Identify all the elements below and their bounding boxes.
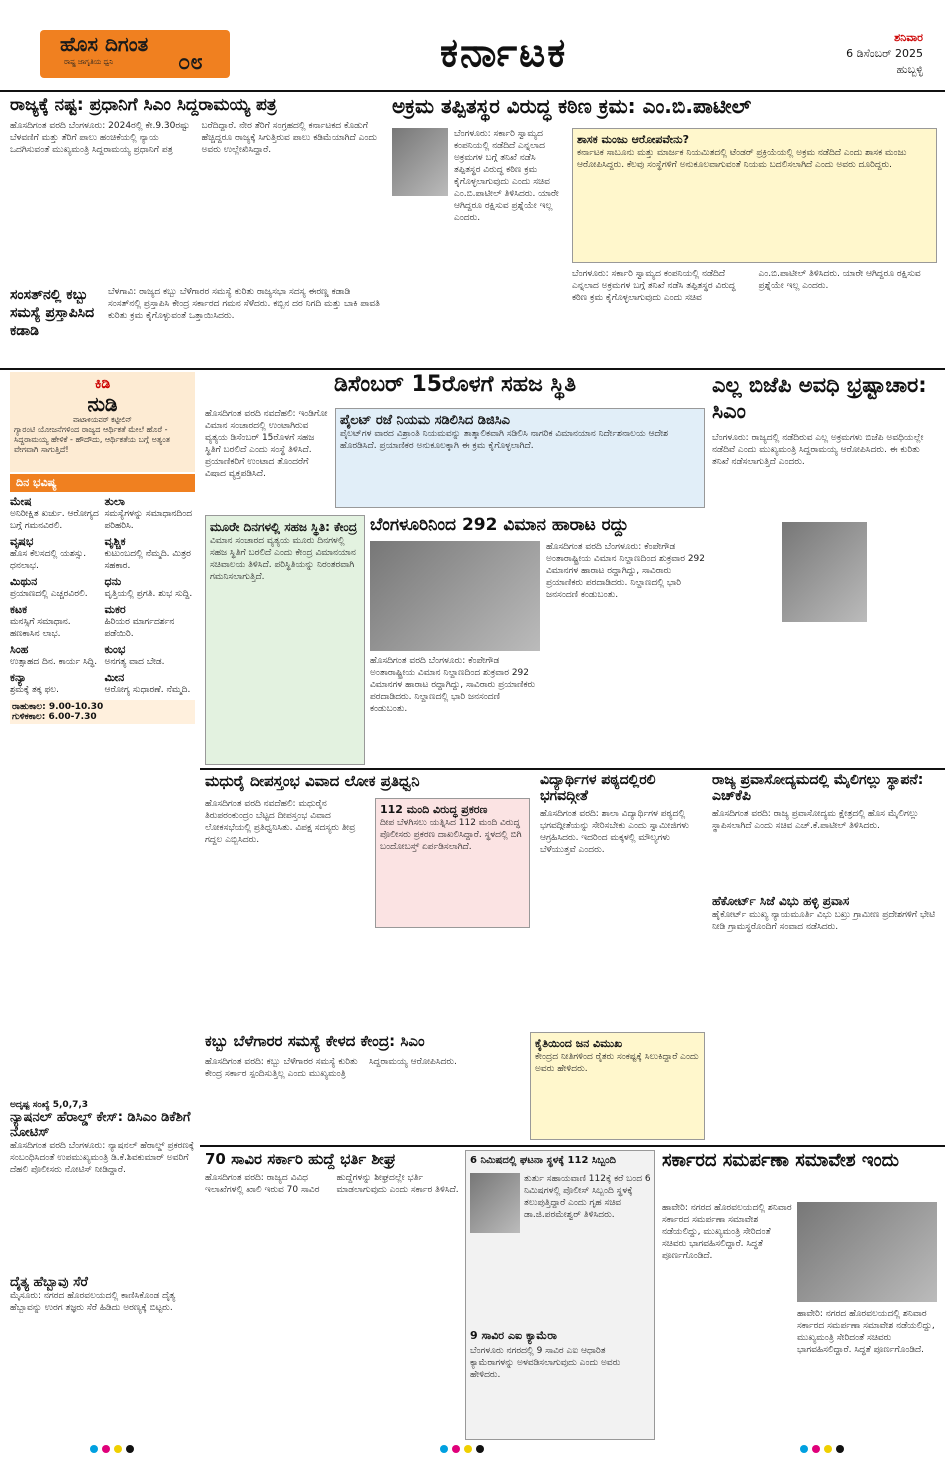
zodiac-text: ಹಿರಿಯರ ಮಾರ್ಗದರ್ಶನ ಪಡೆಯಿರಿ. [104,617,175,639]
divider [200,768,945,770]
body: ಹೊಸದಿಗಂತ ವರದಿ ನವದೆಹಲಿ: ಮಧುರೈನ ತಿರುಪರಂಕುಂದ್ರಂ ಬೆಟ್ಟದ ದೀಪಸ್ತಂಭ ವಿವಾದ ಲೋಕಸಭೆಯಲ್ಲಿ ಪ್ರತಿಧ್ವನಿಸಿತು. ವಿಪಕ್ಷ ಸದಸ್ಯರು ತೀವ್ರ ಗದ್ದಲ ಎಬ್ಬಿಸಿದರು. [205,799,356,845]
article-a1 [10,94,385,284]
zodiac-text: ಪ್ರಯಾಣದಲ್ಲಿ ಎಚ್ಚರವಿರಲಿ. [10,589,88,599]
zodiac-text: ಮನಸ್ಸಿಗೆ ಸಮಾಧಾನ. ಹಣಕಾಸಿನ ಲಾಭ. [10,617,71,639]
article-a7 [205,772,530,1030]
section-title: ಕರ್ನಾಟಕ [440,30,568,76]
headline: ಡಿಸೆಂಬರ್ 15ರೊಳಗೆ ಸಹಜ ಸ್ಥಿತಿ [334,372,576,397]
body: ಹೊಸದಿಗಂತ ವರದಿ: ರಾಜ್ಯದ ವಿವಿಧ ಇಲಾಖೆಗಳಲ್ಲಿ ಖಾಲಿ ಇರುವ 70 ಸಾವಿರ ಹುದ್ದೆಗಳನ್ನು ಶೀಘ್ರದಲ್ಲೇ ಭರ್ತಿ ಮಾಡಲಾಗುವುದು ಎಂದು ಸರ್ಕಾರ ತಿಳಿಸಿದೆ. [205,1173,459,1195]
article-a11 [10,1100,195,1270]
body: ಹೊಸದಿಗಂತ ವರದಿ ಬೆಂಗಳೂರು: ಕೆಂಪೇಗೌಡ ಅಂತಾರಾಷ್ಟ್ರೀಯ ವಿಮಾನ ನಿಲ್ದಾಣದಿಂದ ಶುಕ್ರವಾರ 292 ವಿಮಾನಗಳ ಹಾರಾಟ ರದ್ದಾಗಿದ್ದು, ಸಾವಿರಾರು ಪ್ರಯಾಣಿಕರು ಪರದಾಡಿದರು. ನಿಲ್ದಾಣದಲ್ಲಿ ಭಾರಿ ಜನಸಂದಣಿ ಕಂಡುಬಂತು. [546,542,705,600]
article-a12 [10,1275,195,1440]
divider [0,368,945,370]
box-body: ಪೈಲಟ್‌ಗಳ ವಾರದ ವಿಶ್ರಾಂತಿ ನಿಯಮವನ್ನು ತಾತ್ಕಾಲಿಕವಾಗಿ ಸಡಿಲಿಸಿ ನಾಗರಿಕ ವಿಮಾನಯಾನ ನಿರ್ದೇಶನಾಲಯ ಆದೇಶ ಹೊರಡಿಸಿದೆ. ಪ್ರಯಾಣಿಕರ ಅನುಕೂಲಕ್ಕಾಗಿ ಈ ಕ್ರಮ ಕೈಗೊಳ್ಳಲಾಗಿದೆ. [340,429,669,451]
zodiac-text: ಅನಗತ್ಯ ವಾದ ಬೇಡ. [104,657,165,667]
masthead [0,0,945,92]
a4-box [335,408,705,508]
zodiac-name: ಕುಂಭ [104,643,126,656]
zodiac-item [10,644,101,668]
headline: ನ್ಯಾಷನಲ್ ಹೆರಾಲ್ಡ್ ಕೇಸ್: ಡಿಸಿಎಂ ಡಿಕೆಶಿಗೆ ನೋಟಿಸ್ [10,1110,191,1140]
sidebar-box [572,128,937,263]
body: ಮೈಸೂರು: ನಗರದ ಹೊರವಲಯದಲ್ಲಿ ಕಾಣಿಸಿಕೊಂಡ ದೈತ್ಯ ಹೆಬ್ಬಾವನ್ನು ಉರಗ ತಜ್ಞರು ಸೆರೆ ಹಿಡಿದು ಅರಣ್ಯಕ್ಕೆ ಬಿಟ್ಟರು. [10,1291,176,1313]
zodiac-item [10,536,101,572]
body: ಬೆಳಗಾವಿ: ರಾಜ್ಯದ ಕಬ್ಬು ಬೆಳೆಗಾರರ ಸಮಸ್ಯೆ ಕುರಿತು ರಾಜ್ಯಸಭಾ ಸದಸ್ಯ ಈರಣ್ಣ ಕಡಾಡಿ ಸಂಸತ್‌ನಲ್ಲಿ ಪ್ರಸ್ತಾಪಿಸಿ ಕೇಂದ್ರ ಸರ್ಕಾರದ ಗಮನ ಸೆಳೆದರು. ಕಬ್ಬಿನ ದರ ನಿಗದಿ ಮತ್ತು ಬಾಕಿ ಪಾವತಿ ಕುರಿತು ಕ್ರಮ ಕೈಗೊಳ್ಳುವಂತೆ ಒತ್ತಾಯಿಸಿದರು. [108,287,380,321]
kidi-author: ವಾಟಾಳಿಯವರ್ ಕಟ್ಟೀಲಿನ್ [73,416,132,424]
zodiac-name: ಸಿಂಹ [10,643,29,656]
headline: ದೈತ್ಯ ಹೆಬ್ಬಾವು ಸೆರೆ [10,1275,88,1290]
zodiac-text: ವೃತ್ತಿಯಲ್ಲಿ ಪ್ರಗತಿ. ಶುಭ ಸುದ್ದಿ. [104,589,193,599]
sub-body: ವಿಮಾನ ಸಂಚಾರದ ವ್ಯತ್ಯಯ ಮೂರು ದಿನಗಳಲ್ಲಿ ಸಹಜ ಸ್ಥಿತಿಗೆ ಬರಲಿದೆ ಎಂದು ಕೇಂದ್ರ ವಿಮಾನಯಾನ ಸಚಿವಾಲಯ ತಿಳಿಸಿದೆ. ಪರಿಸ್ಥಿತಿಯನ್ನು ನಿರಂತರವಾಗಿ ಗಮನಿಸಲಾಗುತ್ತಿದೆ. [210,536,356,582]
headline: ಸರ್ಕಾರದ ಸಮರ್ಪಣಾ ಸಮಾವೇಶ ಇಂದು [662,1150,899,1171]
a4-body: ಹೊಸದಿಗಂತ ವರದಿ ನವದೆಹಲಿ: ಇಂಡಿಗೋ ವಿಮಾನ ಸಂಚಾರದಲ್ಲಿ ಉಂಟಾಗಿರುವ ವ್ಯತ್ಯಯ ಡಿಸೆಂಬರ್ 15ರೊಳಗೆ ಸಹಜ ಸ್ಥಿತಿಗೆ ಬರಲಿದೆ ಎಂದು ಸಂಸ್ಥೆ ತಿಳಿಸಿದೆ. ಪ್ರಯಾಣಿಕರಿಗೆ ಉಂಟಾದ ತೊಂದರೆಗೆ ವಿಷಾದ ವ್ಯಕ್ತಪಡಿಸಿದೆ. [205,409,328,479]
airport-photo [370,541,540,651]
zodiac-text: ಆರೋಗ್ಯ ಸುಧಾರಣೆ. ನೆಮ್ಮದಿ. [104,685,191,695]
sub-headline: ಮೂರೇ ದಿನಗಳಲ್ಲಿ ಸಹಜ ಸ್ಥಿತಿ: ಕೇಂದ್ರ [210,520,357,534]
minister-photo-2 [470,1173,520,1233]
article-a9 [712,772,937,1030]
kidi-subtitle: ನುಡಿ [87,392,118,416]
zodiac-item [105,604,196,640]
headline: ಬೆಂಗಳೂರಿನಿಂದ 292 ವಿಮಾನ ಹಾರಾಟ ರದ್ದು [370,515,629,535]
zodiac-text: ಕುಟುಂಬದಲ್ಲಿ ನೆಮ್ಮದಿ. ಮಿತ್ರರ ಸಹಕಾರ. [104,549,191,571]
divider [200,1145,945,1147]
a4-sub-box [205,515,365,765]
body: ಬೆಂಗಳೂರು: ರಾಜ್ಯದಲ್ಲಿ ನಡೆದಿರುವ ಎಲ್ಲ ಅಕ್ರಮಗಳು ಬಿಜೆಪಿ ಅವಧಿಯಲ್ಲೇ ನಡೆದಿವೆ ಎಂದು ಮುಖ್ಯಮಂತ್ರಿ ಸಿದ್ದರಾಮಯ್ಯ ಆರೋಪಿಸಿದರು. ಈ ಕುರಿತು ತನಿಖೆ ನಡೆಸಲಾಗುತ್ತಿದೆ ಎಂದರು. [712,433,924,467]
city: ಹುಬ್ಬಳ್ಳಿ [896,63,923,76]
zodiac-name: ಮಿಥುನ [10,575,38,588]
zodiac-item [10,672,101,696]
headline: ಮಧುರೈ ದೀಪಸ್ತಂಭ ವಿವಾದ ಲೋಕ ಪ್ರತಿಧ್ವನಿ [205,772,420,790]
headline: ವಿದ್ಯಾರ್ಥಿಗಳ ಪಠ್ಯದಲ್ಲಿರಲಿ ಭಗವದ್ಗೀತೆ [540,772,656,804]
zodiac-item [105,576,196,600]
headline: ಕಬ್ಬು ಬೆಳೆಗಾರರ ಸಮಸ್ಯೆ ಕೇಳದ ಕೇಂದ್ರ: ಸಿಎಂ [205,1032,425,1050]
sub-body: ಬೆಂಗಳೂರು ನಗರದಲ್ಲಿ 9 ಸಾವಿರ ಎಐ ಆಧಾರಿತ ಕ್ಯಾಮೆರಾಗಳನ್ನು ಅಳವಡಿಸಲಾಗುವುದು ಎಂದು ಅವರು ಹೇಳಿದರು. [470,1346,621,1380]
article-a4-head [205,372,705,402]
kidi-title: ಕಿಡಿ [94,376,111,392]
body2: ಹೊಸದಿಗಂತ ವರದಿ ಬೆಂಗಳೂರು: ಕೆಂಪೇಗೌಡ ಅಂತಾರಾಷ್ಟ್ರೀಯ ವಿಮಾನ ನಿಲ್ದಾಣದಿಂದ ಶುಕ್ರವಾರ 292 ವಿಮಾನಗಳ ಹಾರಾಟ ರದ್ದಾಗಿದ್ದು, ಸಾವಿರಾರು ಪ್ರಯಾಣಿಕರು ಪರದಾಡಿದರು. ನಿಲ್ದಾಣದಲ್ಲಿ ಭಾರಿ ಜನಸಂದಣಿ ಕಂಡುಬಂತು. [370,656,536,714]
article-a5 [370,515,705,765]
logo-subtitle: ರಾಷ್ಟ್ರ ಜಾಗೃತಿಯ ಧ್ವನಿ [64,58,114,66]
zodiac-name: ಮೀನ [104,671,125,684]
article-a6 [712,372,937,767]
kidi-nudi-box [10,372,195,472]
article-a10 [205,1032,705,1142]
day: ಶನಿವಾರ [894,31,923,44]
body: ಹೊಸದಿಗಂತ ವರದಿ: ರಾಜ್ಯ ಪ್ರವಾಸೋದ್ಯಮ ಕ್ಷೇತ್ರದಲ್ಲಿ ಹೊಸ ಮೈಲಿಗಲ್ಲು ಸ್ಥಾಪಿಸಲಾಗಿದೆ ಎಂದು ಸಚಿವ ಎಚ್.ಕೆ.ಪಾಟೀಲ್ ತಿಳಿಸಿದರು. [712,809,919,831]
registration-dots-left [90,1445,150,1455]
registration-dots-center [440,1445,500,1455]
box-body: ದೀಪ ಬೆಳಗಿಸಲು ಯತ್ನಿಸಿದ 112 ಮಂದಿ ವಿರುದ್ಧ ಪೊಲೀಸರು ಪ್ರಕರಣ ದಾಖಲಿಸಿದ್ದಾರೆ. ಸ್ಥಳದಲ್ಲಿ ಬಿಗಿ ಬಂದೋಬಸ್ತ್ ಏರ್ಪಡಿಸಲಾಗಿದೆ. [380,818,522,852]
body: ಹೊಸದಿಗಂತ ವರದಿ: ಕಬ್ಬು ಬೆಳೆಗಾರರ ಸಮಸ್ಯೆ ಕುರಿತು ಕೇಂದ್ರ ಸರ್ಕಾರ ಸ್ಪಂದಿಸುತ್ತಿಲ್ಲ ಎಂದು ಮುಖ್ಯಮಂತ್ರಿ ಸಿದ್ದರಾಮಯ್ಯ ಆರೋಪಿಸಿದರು. [205,1057,457,1079]
zodiac-grid [10,496,195,696]
zodiac-item [105,536,196,572]
zodiac-item [105,672,196,696]
headline: ರಾಜ್ಯಕ್ಕೆ ನಷ್ಟ: ಪ್ರಧಾನಿಗೆ ಸಿಎಂ ಸಿದ್ದರಾಮಯ್ಯ ಪತ್ರ [10,95,277,115]
logo-text: ಹೊಸ ದಿಗಂತ [60,32,149,56]
page-number: ೦೮ [178,50,203,75]
article-a8 [540,772,705,1030]
headline: 6 ನಿಮಿಷದಲ್ಲಿ ಘಟನಾ ಸ್ಥಳಕ್ಕೆ 112 ಸಿಬ್ಬಂದಿ [470,1155,617,1166]
headline: 70 ಸಾವಿರ ಸರ್ಕಾರಿ ಹುದ್ದೆ ಭರ್ತಿ ಶೀಘ್ರ [205,1150,396,1168]
sub-headline: 9 ಸಾವಿರ ಎಐ ಕ್ಯಾಮೆರಾ [470,1329,557,1342]
zodiac-name: ತುಲಾ [104,495,125,508]
body: ತುರ್ತು ಸಹಾಯವಾಣಿ 112ಕ್ಕೆ ಕರೆ ಬಂದ 6 ನಿಮಿಷಗಳಲ್ಲಿ ಪೊಲೀಸ್ ಸಿಬ್ಬಂದಿ ಸ್ಥಳಕ್ಕೆ ತಲುಪುತ್ತಿದ್ದಾರೆ ಎಂದು ಗೃಹ ಸಚಿವ ಡಾ.ಜಿ.ಪರಮೇಶ್ವರ್ ತಿಳಿಸಿದರು. [524,1174,651,1220]
event-photo [797,1202,937,1302]
lucky: ಅದೃಷ್ಟ ಸಂಖ್ಯೆ 5,0,7,3 [10,1100,89,1110]
zodiac-item [105,644,196,668]
zodiac-text: ಹೊಸ ಕೆಲಸದಲ್ಲಿ ಯಶಸ್ಸು. ಧನಲಾಭ. [10,549,87,571]
box-headline: ಪೈಲಟ್ ರಜೆ ನಿಯಮ ಸಡಿಲಿಸಿದ ಡಿಜಿಸಿಎ [340,413,510,428]
zodiac-name: ಮಕರ [104,603,126,616]
registration-dots-right [800,1445,860,1455]
zodiac-name: ವೃಷಭ [10,535,34,548]
headline: ರಾಜ್ಯ ಪ್ರವಾಸೋದ್ಯಮದಲ್ಲಿ ಮೈಲಿಗಲ್ಲು ಸ್ಥಾಪನೆ: ಎಚ್‌ಕೆಪಿ [712,772,924,804]
box-headline: ಶಾಸಕ ಮಂಜು ಆರೋಪವೇನು? [577,133,690,146]
horoscope-box [10,474,195,974]
continued-body: ಬೆಂಗಳೂರು: ಸರ್ಕಾರಿ ಸ್ವಾಮ್ಯದ ಕಂಪನಿಯಲ್ಲಿ ನಡೆದಿದೆ ಎನ್ನಲಾದ ಅಕ್ರಮಗಳ ಬಗ್ಗೆ ತನಿಖೆ ನಡೆಸಿ ತಪ್ಪಿತಸ್ಥರ ವಿರುದ್ಧ ಕಠಿಣ ಕ್ರಮ ಕೈಗೊಳ್ಳಲಾಗುವುದು ಎಂದು ಸಚಿವ ಎಂ.ಬಿ.ಪಾಟೀಲ್ ತಿಳಿಸಿದರು. ಯಾರೇ ಆಗಿದ್ದರೂ ರಕ್ಷಿಸುವ ಪ್ರಶ್ನೆಯೇ ಇಲ್ಲ ಎಂದರು. [572,269,921,303]
zodiac-text: ಅನಿರೀಕ್ಷಿತ ಖರ್ಚು. ಆರೋಗ್ಯದ ಬಗ್ಗೆ ಗಮನವಿರಲಿ. [10,509,99,531]
zodiac-item [10,496,101,532]
a7-box [375,798,530,928]
article-a3 [392,94,937,366]
zodiac-name: ಧನು [104,575,122,588]
zodiac-item [105,496,196,532]
zodiac-name: ವೃಶ್ಚಿಕ [104,535,126,548]
body: ಹಾವೇರಿ: ನಗರದ ಹೊರವಲಯದಲ್ಲಿ ಶನಿವಾರ ಸರ್ಕಾರದ ಸಮರ್ಪಣಾ ಸಮಾವೇಶ ನಡೆಯಲಿದ್ದು, ಮುಖ್ಯಮಂತ್ರಿ ಸೇರಿದಂತೆ ಸಚಿವರು ಭಾಗವಹಿಸಲಿದ್ದಾರೆ. ಸಿದ್ಧತೆ ಪೂರ್ಣಗೊಂಡಿದೆ. [662,1203,792,1261]
headline: ಅಕ್ರಮ ತಪ್ಪಿತಸ್ಥರ ವಿರುದ್ಧ ಕಠಿಣ ಕ್ರಮ: ಎಂ.ಬಿ.ಪಾಟೀಲ್ [392,94,752,118]
zodiac-text: ಶ್ರಮಕ್ಕೆ ತಕ್ಕ ಫಲ. [10,685,59,695]
article-a13 [205,1150,460,1440]
box-headline: 112 ಮಂದಿ ವಿರುದ್ಧ ಪ್ರಕರಣ [380,803,488,816]
gulika: ಗುಳಿಕಕಾಲ: 6.00-7.30 [12,712,97,722]
date-block [760,30,945,85]
zodiac-text: ಉತ್ಸಾಹದ ದಿನ. ಕಾರ್ಯ ಸಿದ್ಧಿ. [10,657,98,667]
body: ಹೊಸದಿಗಂತ ವರದಿ ಬೆಂಗಳೂರು: ನ್ಯಾಷನಲ್ ಹೆರಾಲ್ಡ್ ಪ್ರಕರಣಕ್ಕೆ ಸಂಬಂಧಿಸಿದಂತೆ ಉಪಮುಖ್ಯಮಂತ್ರಿ ಡಿ.ಕೆ.ಶಿವಕುಮಾರ್ ಅವರಿಗೆ ದೆಹಲಿ ಪೊಲೀಸರು ನೋಟಿಸ್ ನೀಡಿದ್ದಾರೆ. [10,1141,195,1175]
body: ಹೊಸದಿಗಂತ ವರದಿ: ಶಾಲಾ ವಿದ್ಯಾರ್ಥಿಗಳ ಪಠ್ಯದಲ್ಲಿ ಭಗವದ್ಗೀತೆಯನ್ನು ಸೇರಿಸಬೇಕು ಎಂದು ಸ್ವಾಮೀಜಿಗಳು ಆಗ್ರಹಿಸಿದರು. ಇದರಿಂದ ಮಕ್ಕಳಲ್ಲಿ ಮೌಲ್ಯಗಳು ಬೆಳೆಯುತ್ತವೆ ಎಂದರು. [540,809,690,855]
zodiac-name: ಕಟಕ [10,603,28,616]
headline: ಎಲ್ಲ ಬಿಜೆಪಿ ಅವಧಿ ಭ್ರಷ್ಟಾಚಾರ: ಸಿಎಂ [712,373,927,423]
box-body: ಕೇಂದ್ರದ ನೀತಿಗಳಿಂದ ರೈತರು ಸಂಕಷ್ಟಕ್ಕೆ ಸಿಲುಕಿದ್ದಾರೆ ಎಂದು ಅವರು ಹೇಳಿದರು. [535,1052,699,1074]
box-headline: ಕೈತಿಯಿಂದ ಜನ ವಿಮುಖ [535,1037,623,1050]
headline: ಸಂಸತ್‌ನಲ್ಲಿ ಕಬ್ಬು ಸಮಸ್ಯೆ ಪ್ರಸ್ತಾಪಿಸಿದ ಕಡಾಡಿ [10,287,95,339]
article-a2 [10,286,385,366]
article-a15 [662,1150,937,1440]
sub-headline: ಹೆಕೋರ್ಟ್ ಸಿಜೆ ವಿಭು ಹಳ್ಳಿ ಪ್ರವಾಸ [712,894,850,908]
body2: ಹಾವೇರಿ: ನಗರದ ಹೊರವಲಯದಲ್ಲಿ ಶನಿವಾರ ಸರ್ಕಾರದ ಸಮರ್ಪಣಾ ಸಮಾವೇಶ ನಡೆಯಲಿದ್ದು, ಮುಖ್ಯಮಂತ್ರಿ ಸೇರಿದಂತೆ ಸಚಿವರು ಭಾಗವಹಿಸಲಿದ್ದಾರೆ. ಸಿದ್ಧತೆ ಪೂರ್ಣಗೊಂಡಿದೆ. [797,1309,935,1355]
rahukala-box [10,700,195,724]
minister-photo [392,128,448,196]
zodiac-item [10,604,101,640]
horoscope-title: ದಿನ ಭವಿಷ್ಯ [10,474,195,492]
body: ಬೆಂಗಳೂರು: ಸರ್ಕಾರಿ ಸ್ವಾಮ್ಯದ ಕಂಪನಿಯಲ್ಲಿ ನಡೆದಿದೆ ಎನ್ನಲಾದ ಅಕ್ರಮಗಳ ಬಗ್ಗೆ ತನಿಖೆ ನಡೆಸಿ ತಪ್ಪಿತಸ್ಥರ ವಿರುದ್ಧ ಕಠಿಣ ಕ್ರಮ ಕೈಗೊಳ್ಳಲಾಗುವುದು ಎಂದು ಸಚಿವ ಎಂ.ಬಿ.ಪಾಟೀಲ್ ತಿಳಿಸಿದರು. ಯಾರೇ ಆಗಿದ್ದರೂ ರಕ್ಷಿಸುವ ಪ್ರಶ್ನೆಯೇ ಇಲ್ಲ ಎಂದರು. [454,129,559,223]
zodiac-text: ಸಮಸ್ಯೆಗಳನ್ನು ಸಮಾಧಾನದಿಂದ ಪರಿಹರಿಸಿ. [104,509,193,531]
a10-box [530,1032,705,1140]
body: ಹೊಸದಿಗಂತ ವರದಿ ಬೆಂಗಳೂರು: 2024ರಲ್ಲಿ ಕೇ.9.30ರಷ್ಟು ಬೆಳವಣಿಗೆ ಮತ್ತು ತೆರಿಗೆ ಪಾಲು ಹಂಚಿಕೆಯಲ್ಲಿ ನ್ಯಾಯ ಒದಗಿಸುವಂತೆ ಮುಖ್ಯಮಂತ್ರಿ ಸಿದ್ದರಾಮಯ್ಯ ಪ್ರಧಾನಿಗೆ ಪತ್ರ ಬರೆದಿದ್ದಾರೆ. ನೇರ ತೆರಿಗೆ ಸಂಗ್ರಹದಲ್ಲಿ ಕರ್ನಾಟಕದ ಕೊಡುಗೆ ಹೆಚ್ಚಿದ್ದರೂ ರಾಜ್ಯಕ್ಕೆ ಸಿಗುತ್ತಿರುವ ಪಾಲು ಕಡಿಮೆಯಾಗಿದೆ ಎಂದು ಅವರು ಉಲ್ಲೇಖಿಸಿದ್ದಾರೆ. [10,121,378,155]
sub-body: ಹೈಕೋರ್ಟ್ ಮುಖ್ಯ ನ್ಯಾಯಮೂರ್ತಿ ವಿಭು ಬಖ್ರು ಗ್ರಾಮೀಣ ಪ್ರದೇಶಗಳಿಗೆ ಭೇಟಿ ನೀಡಿ ಗ್ರಾಮಸ್ಥರೊಂದಿಗೆ ಸಂವಾದ ನಡೆಸಿದರು. [712,910,935,932]
article-a14 [465,1150,655,1440]
zodiac-name: ಕನ್ಯಾ [10,671,27,684]
zodiac-name: ಮೇಷ [10,495,32,508]
rahukala: ರಾಹುಕಾಲ: 9.00-10.30 [12,702,104,712]
kidi-text: ಗ್ಯಾರಂಟಿ ಯೋಜನೆಗಳಿಂದ ರಾಜ್ಯದ ಆರ್ಥಿಕತೆ ಮೇಲೆ ಹೊರೆ - ಸಿದ್ದರಾಮಯ್ಯ ಹೇಳಿಕೆ - ಹೌದೌದು, ಆರ್ಥಿಕತೆಯ ಬಗ್ಗೆ ಅತ್ಯಂತ ವೇಗವಾಗಿ ಸಾಗುತ್ತಿದೆ! [14,425,170,454]
zodiac-item [10,576,101,600]
box-body: ಕರ್ನಾಟಕ ಸಾಬೂನು ಮತ್ತು ಮಾರ್ಜಕ ನಿಯಮಿತದಲ್ಲಿ ಟೆಂಡರ್ ಪ್ರಕ್ರಿಯೆಯಲ್ಲಿ ಅಕ್ರಮ ನಡೆದಿದೆ ಎಂದು ಶಾಸಕ ಮಂಜು ಆರೋಪಿಸಿದ್ದರು. ಕೆಲವು ಸಂಸ್ಥೆಗಳಿಗೆ ಅನುಕೂಲವಾಗುವಂತೆ ನಿಯಮ ಬದಲಿಸಲಾಗಿದೆ ಎಂದು ಅವರು ದೂರಿದ್ದರು. [577,148,907,170]
date: 6 ಡಿಸೆಂಬರ್ 2025 [846,47,923,60]
